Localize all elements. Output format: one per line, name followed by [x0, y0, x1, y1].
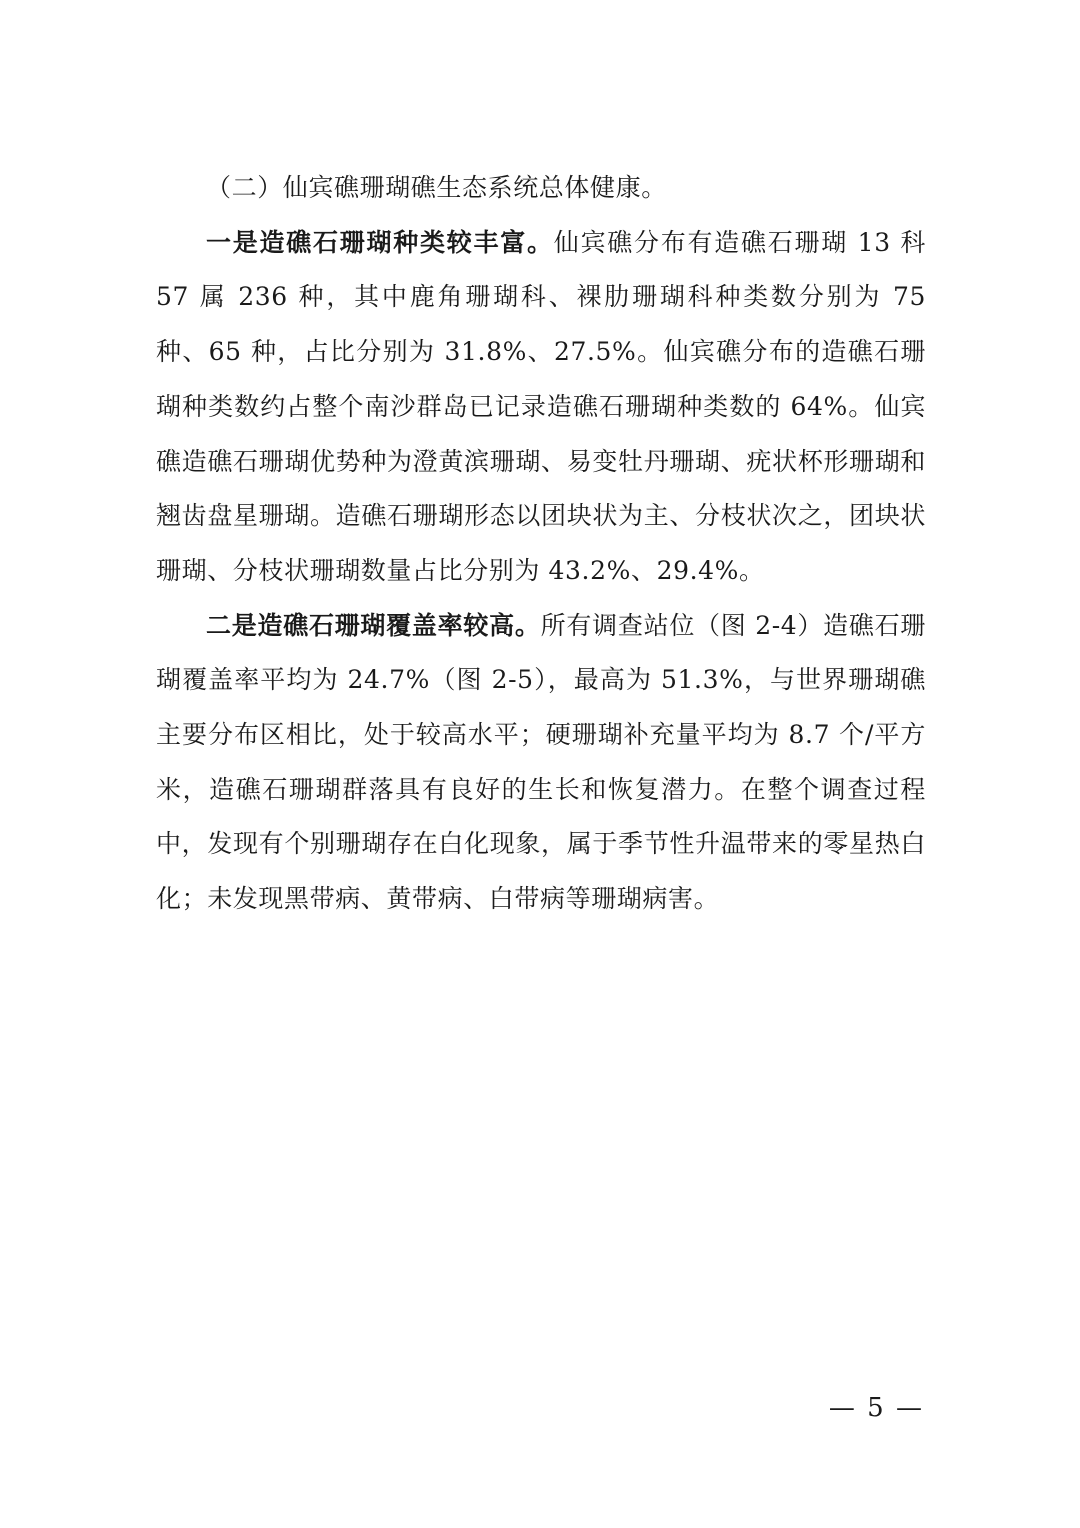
paragraph-body: 所有调查站位（图 2-4）造礁石珊瑚覆盖率平均为 24.7%（图 2-5），最高为 51.3%，与世界珊瑚礁主要分布区相比，处于较高水平；硬珊瑚补充量平均为 8.7 个/平方米，造礁石珊瑚群落具有良好的生长和恢复潜力。在整个调查过程中，发现有个别珊瑚存在白化现象，属于季节性升温带来的零星热白化；未发现黑带病、黄带病、白带病等珊瑚病害。	[156, 610, 926, 914]
paragraph-coral-coverage	[156, 599, 926, 927]
paragraph-lead: 二是造礁石珊瑚覆盖率较高。	[206, 610, 541, 640]
document-body	[156, 161, 926, 927]
paragraph-lead: 一是造礁石珊瑚种类较丰富。	[206, 227, 554, 257]
paragraph-species-richness	[156, 216, 926, 599]
page-number: — 5 —	[828, 1393, 924, 1423]
section-heading: （二）仙宾礁珊瑚礁生态系统总体健康。	[206, 173, 667, 202]
paragraph-body: 仙宾礁分布有造礁石珊瑚 13 科 57 属 236 种，其中鹿角珊瑚科、裸肋珊瑚科种类数分别为 75 种、65 种，占比分别为 31.8%、27.5%。仙宾礁分布的造礁石珊瑚种类数约占整个南沙群岛已记录造礁石珊瑚种类数的 64%。仙宾礁造礁石珊瑚优势种为澄黄滨珊瑚、易变牡丹珊瑚、疣状杯形珊瑚和翘齿盘星珊瑚。造礁石珊瑚形态以团块状为主、分枝状次之，团块状珊瑚、分枝状珊瑚数量占比分别为 43.2%、29.4%。	[156, 227, 926, 585]
